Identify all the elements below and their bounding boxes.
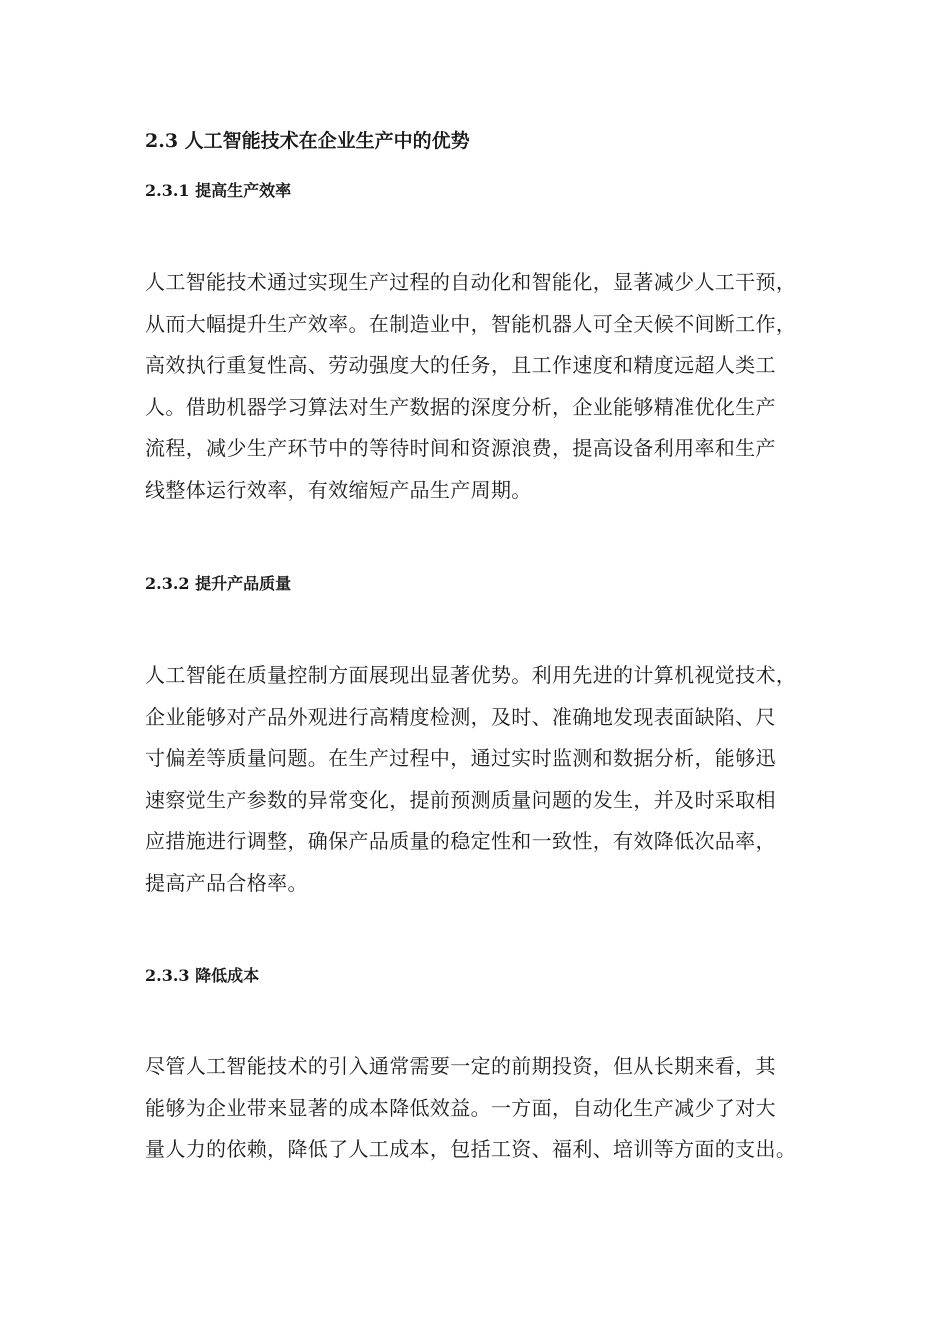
paragraph-line: 流程，减少生产环节中的等待时间和资源浪费，提高设备利用率和生产 bbox=[145, 436, 776, 460]
paragraph-line: 尽管人工智能技术的引入通常需要一定的前期投资，但从长期来看，其 bbox=[145, 1054, 776, 1078]
subsection-heading-quality: 2.3.2 提升产品质量 bbox=[145, 574, 292, 593]
paragraph-line: 人工智能技术通过实现生产过程的自动化和智能化，显著减少人工干预， bbox=[145, 270, 797, 294]
paragraph-line: 高效执行重复性高、劳动强度大的任务，且工作速度和精度远超人类工 bbox=[145, 353, 776, 377]
subsection-heading-efficiency: 2.3.1 提高生产效率 bbox=[145, 181, 292, 200]
paragraph-line: 能够为企业带来显著的成本降低效益。一方面，自动化生产减少了对大 bbox=[145, 1095, 776, 1120]
paragraph-line: 速察觉生产参数的异常变化，提前预测质量问题的发生，并及时采取相 bbox=[145, 787, 776, 812]
paragraph-quality bbox=[145, 655, 810, 904]
section-heading: 2.3 人工智能技术在企业生产中的优势 bbox=[145, 130, 470, 152]
paragraph-line: 从而大幅提升生产效率。在制造业中，智能机器人可全天候不间断工作， bbox=[145, 311, 797, 336]
paragraph-line: 线整体运行效率，有效缩短产品生产周期。 bbox=[145, 477, 532, 502]
paragraph-cost bbox=[145, 1046, 810, 1171]
subsection-heading-cost: 2.3.3 降低成本 bbox=[145, 966, 260, 985]
paragraph-line: 应措施进行调整，确保产品质量的稳定性和一致性，有效降低次品率， bbox=[145, 829, 776, 853]
paragraph-line: 寸偏差等质量问题。在生产过程中，通过实时监测和数据分析，能够迅 bbox=[145, 746, 776, 770]
paragraph-line: 提高产品合格率。 bbox=[145, 870, 308, 895]
paragraph-line: 人工智能在质量控制方面展现出显著优势。利用先进的计算机视觉技术， bbox=[145, 663, 797, 687]
paragraph-line: 量人力的依赖，降低了人工成本，包括工资、福利、培训等方面的支出。 bbox=[145, 1137, 797, 1161]
paragraph-line: 人。借助机器学习算法对生产数据的深度分析，企业能够精准优化生产 bbox=[145, 394, 776, 419]
paragraph-efficiency bbox=[145, 262, 810, 511]
paragraph-line: 企业能够对产品外观进行高精度检测，及时、准确地发现表面缺陷、尺 bbox=[145, 704, 776, 729]
